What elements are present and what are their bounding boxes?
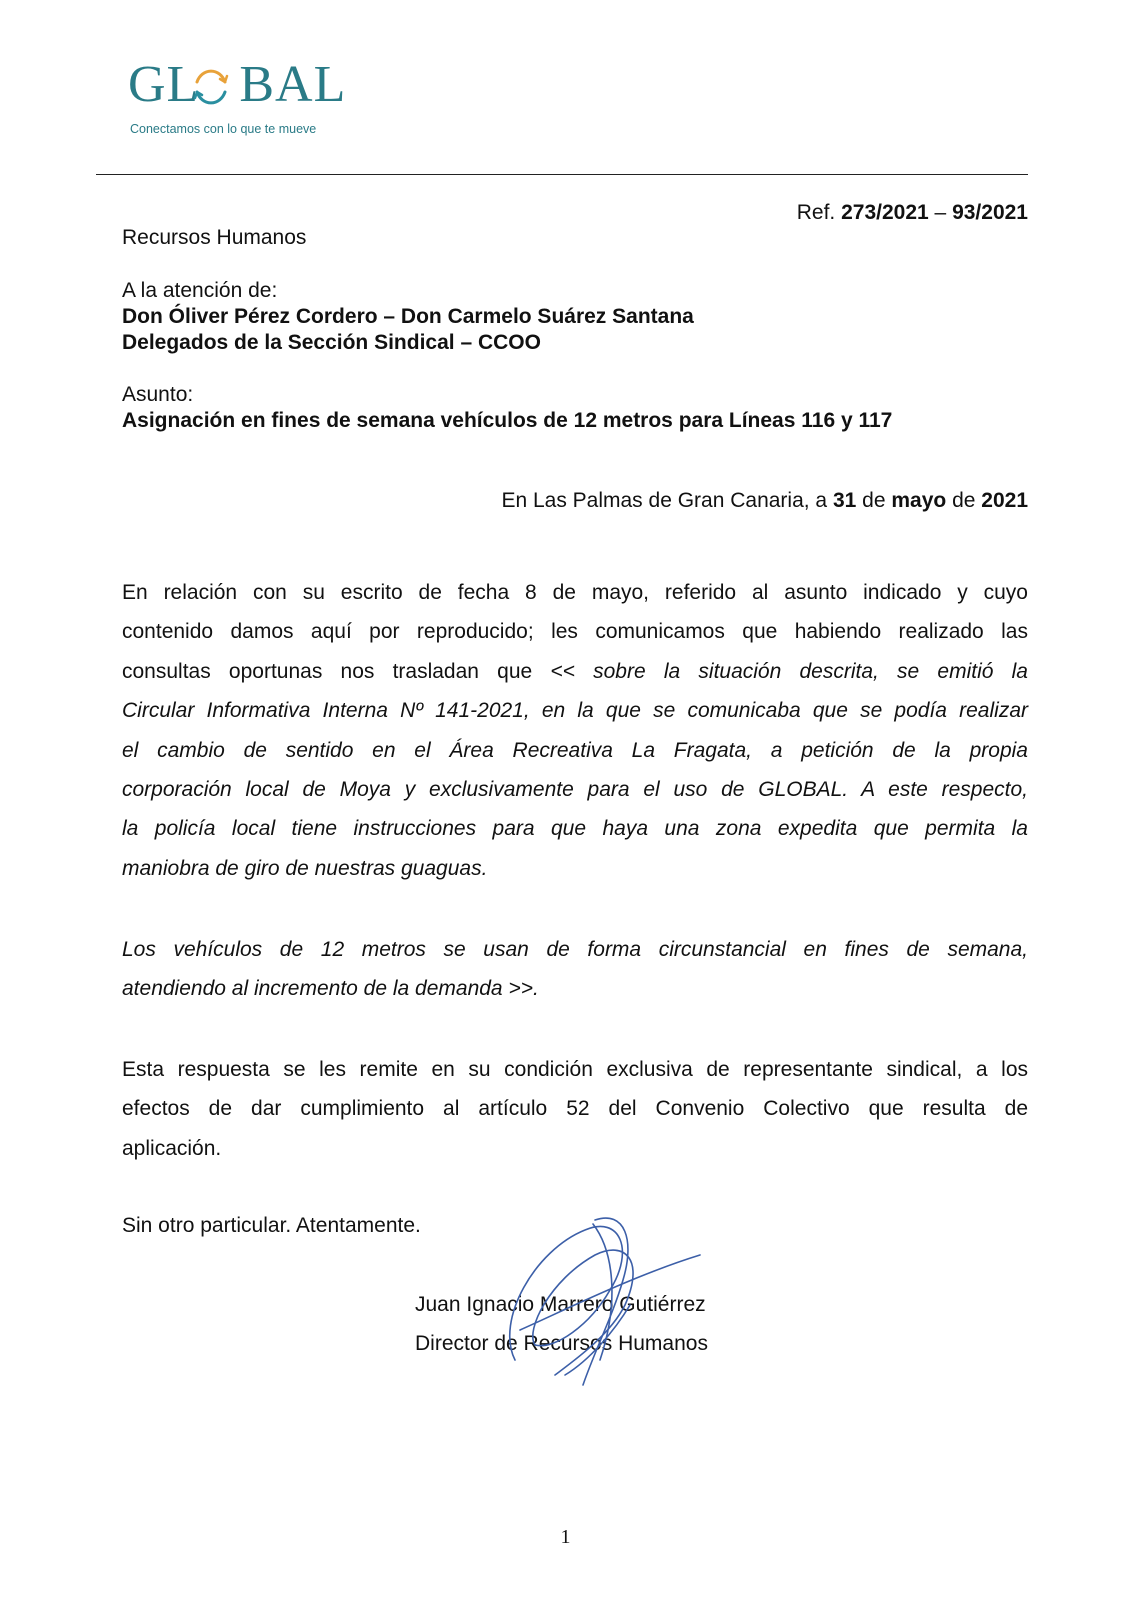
paragraph-line: En relación con su escrito de fecha 8 de mayo, referido al asunto indicado y cuyo xyxy=(122,581,1028,604)
paragraph-line: contenido damos aquí por reproducido; les comunicamos que habiendo realizado las xyxy=(122,620,1028,644)
paragraph-line: corporación local de Moya y exclusivamente para el uso de GLOBAL. A este respecto, xyxy=(122,777,1028,801)
recipient-role: Delegados de la Sección Sindical – CCOO xyxy=(122,331,541,354)
date-prefix: En Las Palmas de Gran Canaria, a xyxy=(501,489,828,512)
logo-tagline: Conectamos con lo que te mueve xyxy=(130,122,317,136)
subject-text: Asignación en fines de semana vehículos de 12 metros para Líneas 116 y 117 xyxy=(122,409,893,432)
ref-label: Ref. xyxy=(796,201,836,224)
paragraph-line: aplicación. xyxy=(122,1136,222,1160)
signatory-name: Juan Ignacio Marrero Gutiérrez xyxy=(415,1293,706,1316)
logo-word-right: BAL xyxy=(239,56,347,113)
date-de-1: de xyxy=(862,489,886,512)
body-paragraph-3 xyxy=(122,1057,1028,1175)
ref-number-1: 273/2021 xyxy=(841,201,929,224)
paragraph-line: Los vehículos de 12 metros se usan de forma circunstancial en fines de semana, xyxy=(122,938,1028,961)
logo-word-left: GL xyxy=(128,56,200,113)
reference-number xyxy=(797,200,1028,226)
global-logo xyxy=(128,50,368,140)
paragraph-line: efectos de dar cumplimiento al artículo 52 del Convenio Colectivo que resulta de xyxy=(122,1097,1028,1121)
paragraph-line: Esta respuesta se les remite en su condición exclusiva de representante sindical, a los xyxy=(122,1058,1028,1081)
paragraph-line: Circular Informativa Interna Nº 141-2021, en la que se comunicaba que se podía realizar xyxy=(122,699,1028,723)
date-month: mayo xyxy=(891,489,947,512)
paragraph-line-quote: << sobre la situación descrita, se emitió la xyxy=(550,659,1028,683)
body-paragraph-1 xyxy=(122,580,1028,895)
ref-number-2: 93/2021 xyxy=(952,201,1028,224)
logo-wordmark xyxy=(128,50,346,120)
paragraph-line-normal: consultas oportunas nos trasladan que xyxy=(122,659,533,683)
paragraph-line: la policía local tiene instrucciones para que haya una zona expedita que permita la xyxy=(122,817,1028,841)
date-de-2: de xyxy=(952,489,976,512)
department: Recursos Humanos xyxy=(122,226,307,249)
body-paragraph-2 xyxy=(122,937,1028,1016)
signatory-title: Director de Recursos Humanos xyxy=(415,1332,708,1355)
page-number: 1 xyxy=(560,1526,571,1548)
paragraph-line: el cambio de sentido en el Área Recreativa La Fragata, a petición de la propia xyxy=(122,738,1028,762)
paragraph-line: atendiendo al incremento de la demanda >>. xyxy=(122,977,539,1001)
attention-label: A la atención de: xyxy=(122,279,278,302)
date-day: 31 xyxy=(832,489,857,512)
date-year: 2021 xyxy=(981,489,1028,512)
logo-ring-icon xyxy=(191,62,231,112)
recipient-names: Don Óliver Pérez Cordero – Don Carmelo Suárez Santana xyxy=(122,305,694,328)
closing-line: Sin otro particular. Atentamente. xyxy=(122,1214,421,1237)
paragraph-line: maniobra de giro de nuestras guaguas. xyxy=(122,856,488,880)
header-divider xyxy=(96,174,1028,175)
ref-separator: – xyxy=(934,201,947,224)
subject-label: Asunto: xyxy=(122,383,194,406)
paragraph-line xyxy=(122,659,1028,698)
date-line xyxy=(501,488,1028,514)
